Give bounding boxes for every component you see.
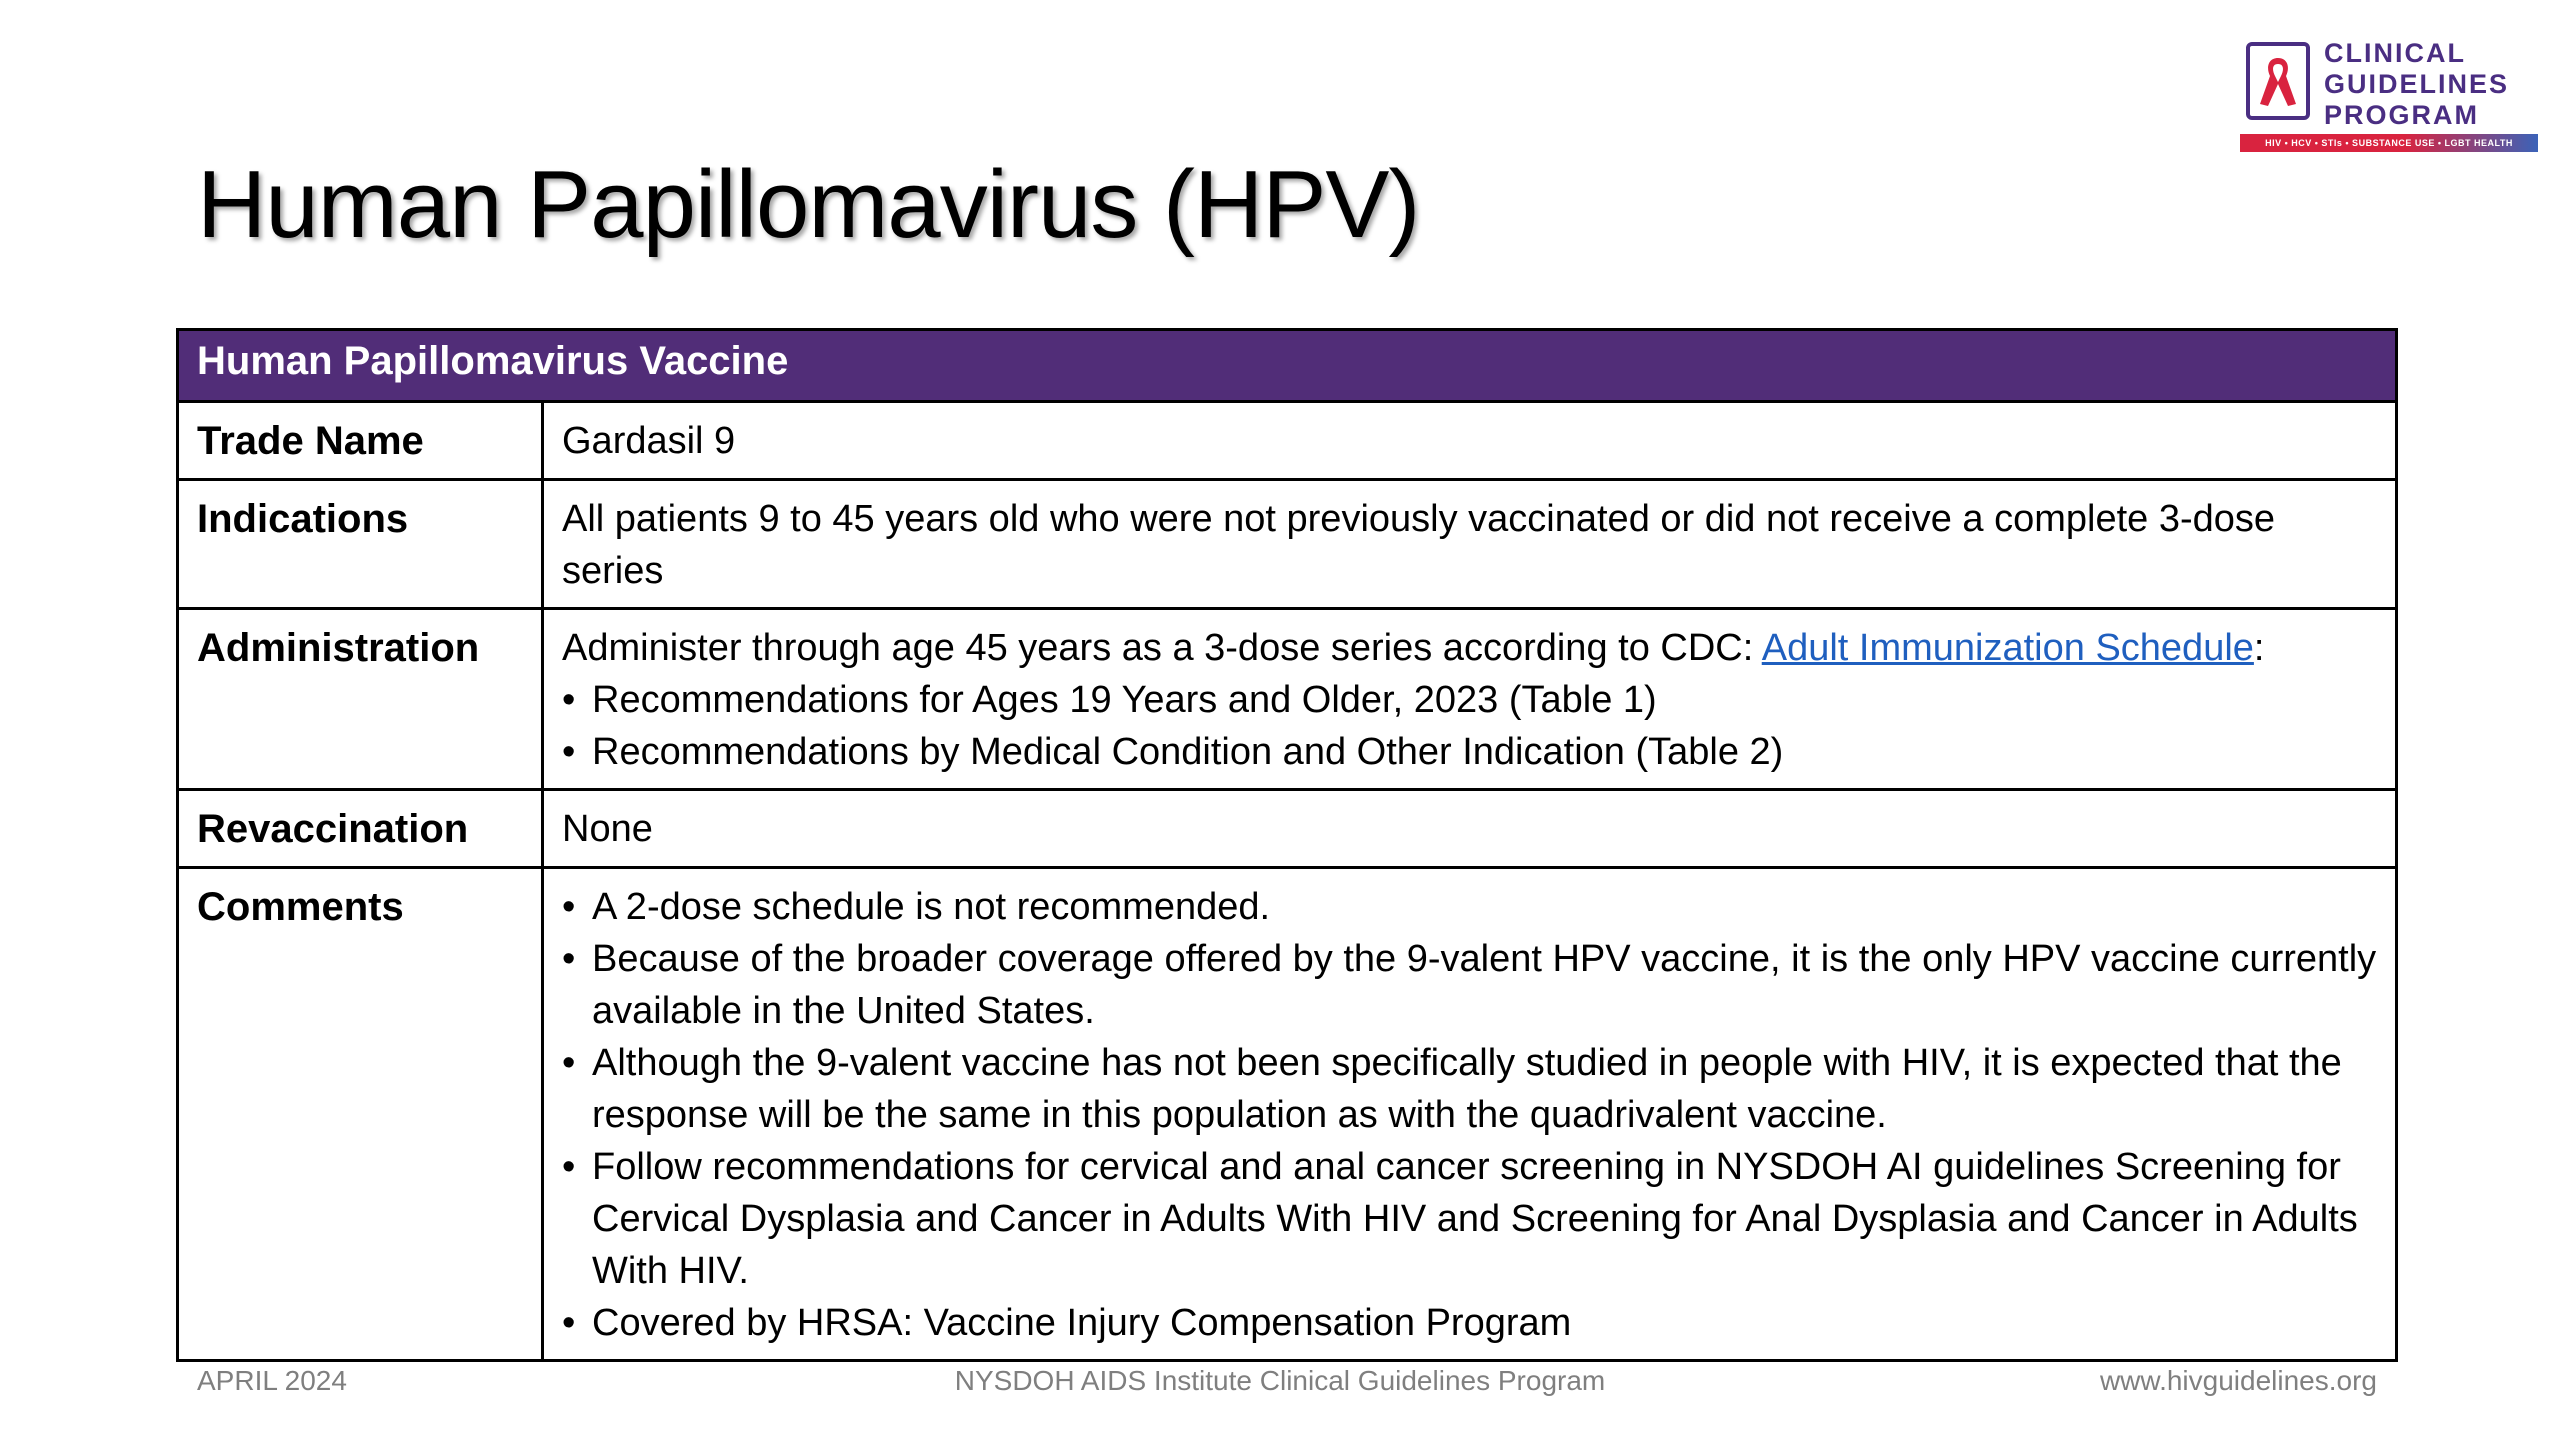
administration-value [543, 609, 2397, 790]
comments-value [543, 868, 2397, 1361]
logo-text: CLINICAL GUIDELINES PROGRAM [2324, 38, 2510, 130]
administration-intro-text: Administer through age 45 years as a 3-dose series according to CDC: [562, 627, 1762, 669]
trade-name-value: Gardasil 9 [543, 402, 2397, 480]
table-row [178, 790, 2397, 868]
table-row [178, 402, 2397, 480]
table-header: Human Papillomavirus Vaccine [178, 330, 2397, 402]
footer-date: APRIL 2024 [197, 1365, 347, 1396]
clinical-guidelines-logo[interactable] [2240, 38, 2538, 158]
administration-intro [562, 622, 2377, 674]
revaccination-label: Revaccination [178, 790, 543, 868]
comments-label: Comments [178, 868, 543, 1361]
slide-title: Human Papillomavirus (HPV) [197, 151, 1420, 258]
table-row [178, 868, 2397, 1361]
logo-tagline-bar [2240, 134, 2538, 152]
trade-name-label: Trade Name [178, 402, 543, 480]
table-header-row [178, 330, 2397, 402]
revaccination-value: None [543, 790, 2397, 868]
comments-bullets [562, 881, 2377, 1349]
vaccine-table [176, 328, 2398, 1362]
list-item: • A 2-dose schedule is not recommended. [562, 881, 2377, 933]
administration-bullets [562, 674, 2377, 778]
list-item: • Recommendations by Medical Condition and Other Indication (Table 2) [562, 726, 2377, 778]
indications-value: All patients 9 to 45 years old who were not previously vaccinated or did not receive a complete 3-dose series [543, 480, 2397, 609]
table-row [178, 480, 2397, 609]
adult-immunization-schedule-link[interactable]: Adult Immunization Schedule [1761, 627, 2254, 669]
list-item: • Recommendations for Ages 19 Years and Older, 2023 (Table 1) [562, 674, 2377, 726]
list-item: • Because of the broader coverage offered by the 9-valent HPV vaccine, it is the only HPV vaccine currently available in the United States. [562, 933, 2377, 1037]
indications-label: Indications [178, 480, 543, 609]
logo-tagline: HIV • HCV • STIs • SUBSTANCE USE • LGBT HEALTH [2265, 138, 2513, 148]
administration-label: Administration [178, 609, 543, 790]
footer-url[interactable]: www.hivguidelines.org [2099, 1365, 2377, 1396]
ribbon-icon [2246, 42, 2310, 120]
list-item: • Follow recommendations for cervical and anal cancer screening in NYSDOH AI guidelines Screening for Cervical Dysplasia and Cancer in Adults With HIV and Screening for Anal Dysplasia and Cancer in Adults With HIV. [562, 1141, 2377, 1297]
list-item: • Although the 9-valent vaccine has not been specifically studied in people with HIV, it is expected that the response will be the same in this population as with the quadrivalent vaccine. [562, 1037, 2377, 1141]
table-row [178, 609, 2397, 790]
administration-intro-end: : [2253, 627, 2265, 669]
footer-center-text: NYSDOH AIDS Institute Clinical Guidelines Program [954, 1365, 1606, 1396]
list-item: • Covered by HRSA: Vaccine Injury Compensation Program [562, 1297, 2377, 1349]
